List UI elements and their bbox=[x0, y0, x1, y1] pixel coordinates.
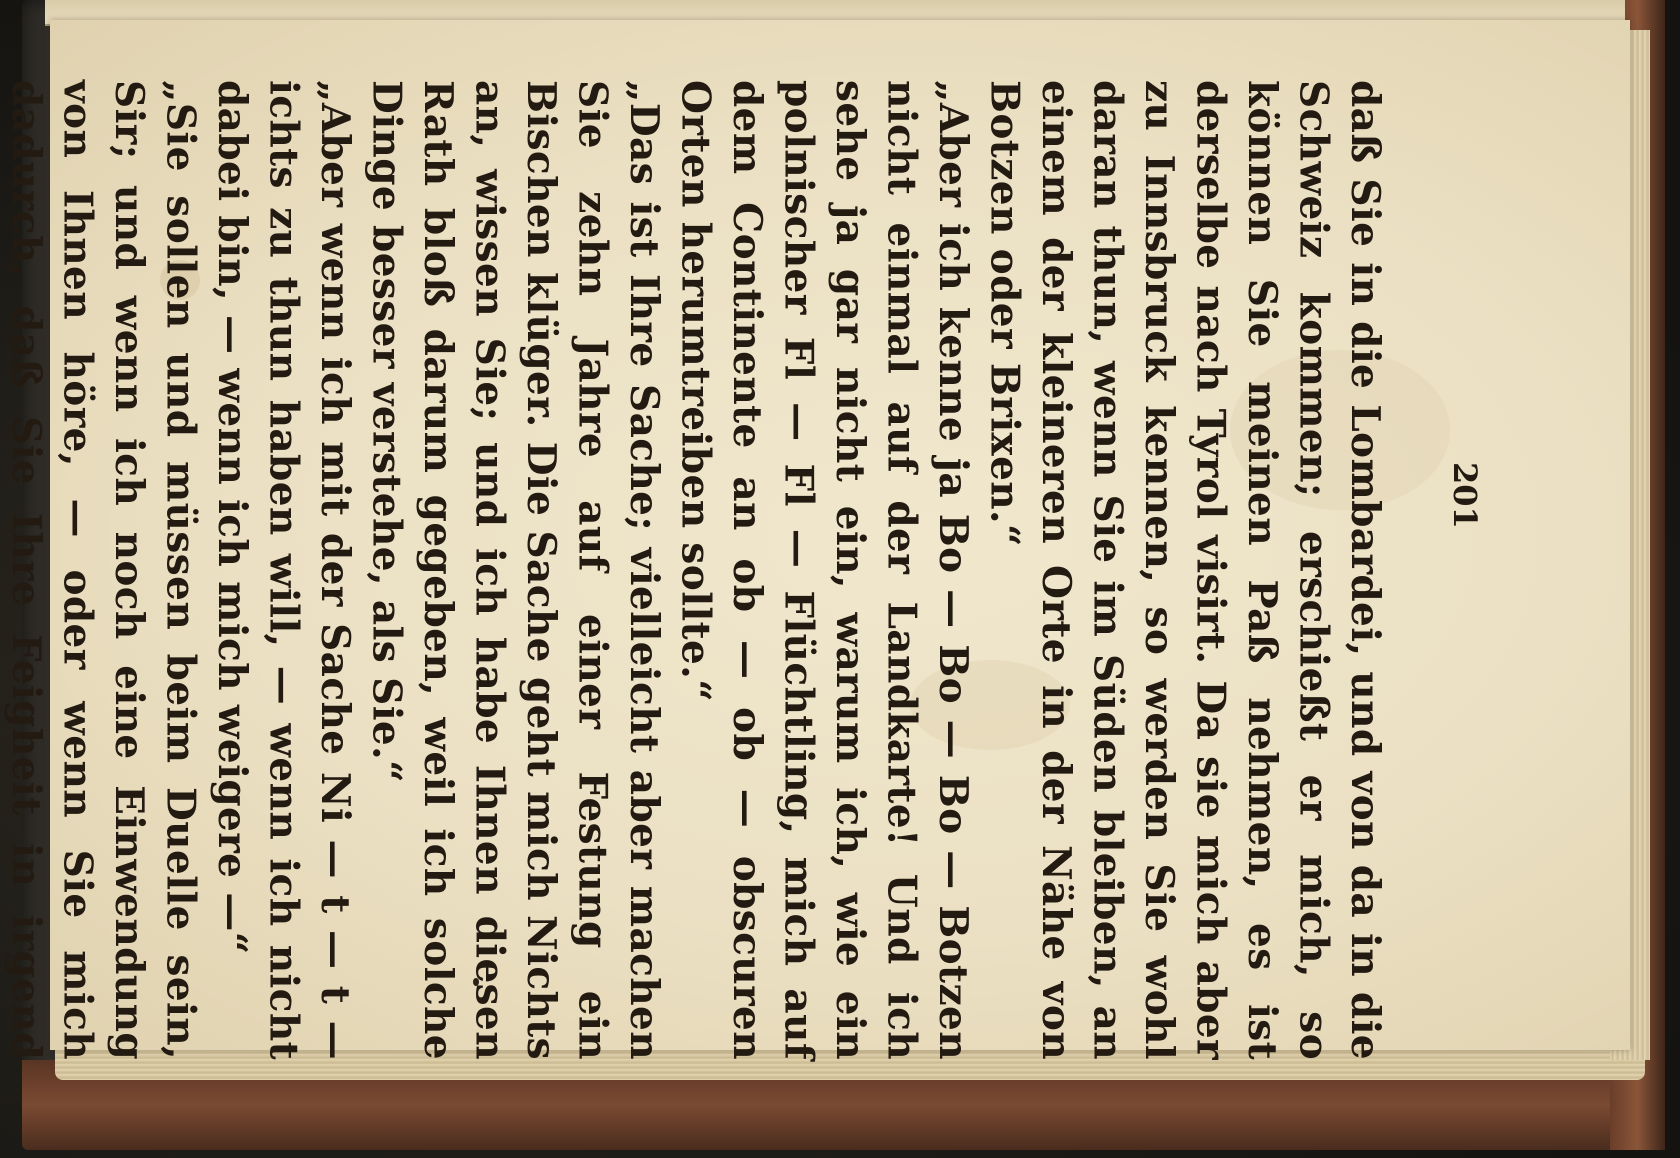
paragraph: „Sie sollen und müssen beim Duelle sein, Sir; und wenn ich noch eine Einwendung von Ihnen höre, — oder wenn Sie mich dadurch, daß Sie Ihre Feigheit in irgend bbox=[3, 80, 204, 1060]
body-text bbox=[3, 80, 1390, 1060]
paragraph: „Das ist Ihre Sache; vielleicht aber machen Sie zehn Jahre auf einer Festung ein Bischen klüger. Die Sache geht mich Nichts an, wissen Sie; und ich habe Ihnen diesen Rath bloß darum gegeben, weil ich solche Dinge besser verstehe, als Sie.“ bbox=[363, 80, 667, 1060]
page-number: 201 bbox=[1446, 462, 1484, 529]
paragraph: „Aber wenn ich mit der Sache Ni — t — t — ichts zu thun haben will, — wenn ich nicht dabei bin, — wenn ich mich weigere —“ bbox=[209, 80, 358, 1060]
paragraph: „Aber ich kenne ja Bo — Bo — Bo — Botzen nicht einmal auf der Landkarte! Und ich sehe ja gar nicht ein, warum ich, wie ein polnischer Fl — Fl — Flüchtling, mich auf dem Continente an ob — ob — obscuren Orten herumtreiben sollte.“ bbox=[672, 80, 976, 1060]
paragraph: daß Sie in die Lombardei, und von da in die Schweiz kommen; erschießt er mich, so können Sie meinen Paß nehmen, es ist derselbe nach Tyrol visirt. Da sie mich aber zu Innsbruck kennen, so werden Sie wohl daran thun, wenn Sie im Süden bleiben, an einem der kleineren Orte in der Nähe von Botzen oder Brixen.“ bbox=[981, 80, 1388, 1060]
